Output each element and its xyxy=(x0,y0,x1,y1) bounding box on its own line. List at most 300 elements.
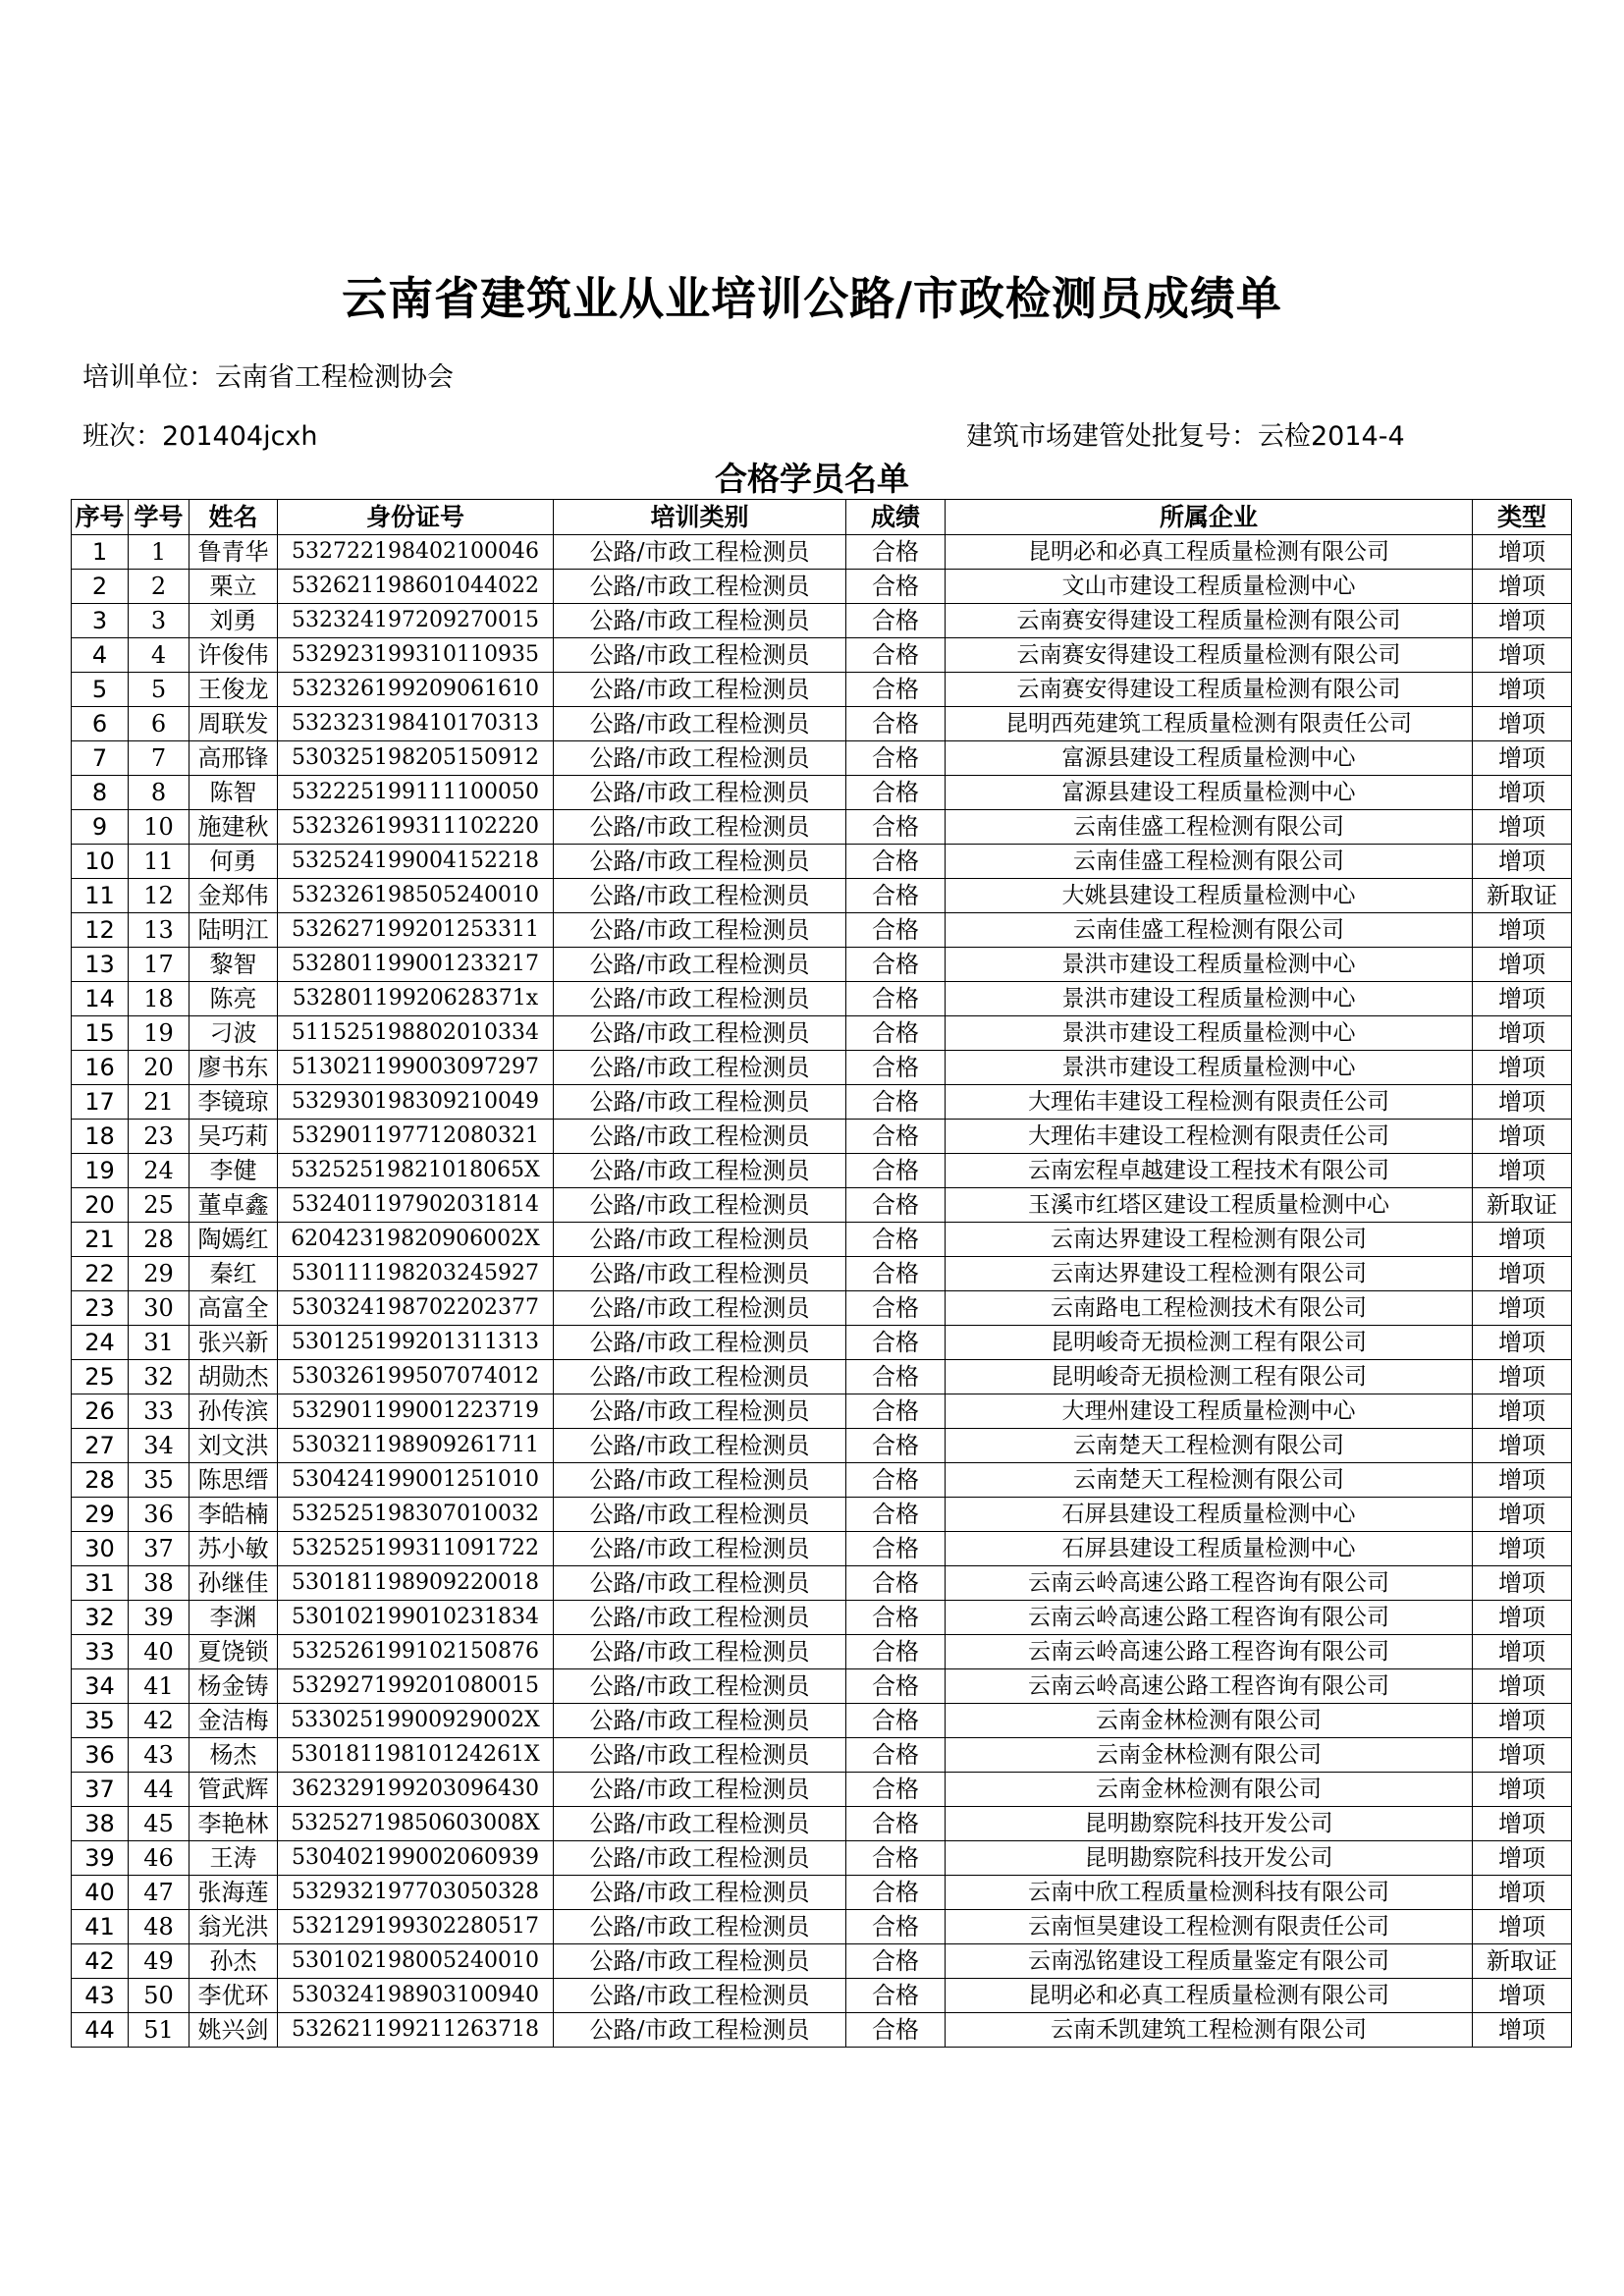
cell-name: 黎智 xyxy=(189,948,278,982)
cell-student-no: 41 xyxy=(129,1669,189,1704)
cell-score: 合格 xyxy=(846,1910,946,1944)
header-student-no: 学号 xyxy=(129,500,189,535)
cell-company: 云南楚天工程检测有限公司 xyxy=(946,1463,1473,1498)
cell-type: 增项 xyxy=(1473,1910,1572,1944)
cell-student-no: 18 xyxy=(129,982,189,1016)
cell-id-number: 530402199002060939 xyxy=(278,1841,554,1876)
cell-score: 合格 xyxy=(846,570,946,604)
table-row xyxy=(72,741,1572,776)
table-row xyxy=(72,1154,1572,1188)
cell-training-category: 公路/市政工程检测员 xyxy=(554,604,846,638)
cell-student-no: 21 xyxy=(129,1085,189,1120)
cell-seq: 14 xyxy=(72,982,129,1016)
cell-id-number: 532901199001223719 xyxy=(278,1394,554,1429)
cell-id-number: 53252719850603008X xyxy=(278,1807,554,1841)
cell-score: 合格 xyxy=(846,1566,946,1601)
cell-type: 增项 xyxy=(1473,673,1572,707)
cell-seq: 6 xyxy=(72,707,129,741)
cell-name: 苏小敏 xyxy=(189,1532,278,1566)
cell-training-category: 公路/市政工程检测员 xyxy=(554,1154,846,1188)
cell-id-number: 530326199507074012 xyxy=(278,1360,554,1394)
cell-type: 增项 xyxy=(1473,1360,1572,1394)
cell-company: 大理佑丰建设工程检测有限责任公司 xyxy=(946,1120,1473,1154)
cell-student-no: 13 xyxy=(129,913,189,948)
cell-id-number: 511525198802010334 xyxy=(278,1016,554,1051)
cell-score: 合格 xyxy=(846,982,946,1016)
cell-type: 增项 xyxy=(1473,1807,1572,1841)
cell-student-no: 46 xyxy=(129,1841,189,1876)
cell-type: 增项 xyxy=(1473,1463,1572,1498)
cell-type: 增项 xyxy=(1473,1773,1572,1807)
cell-seq: 27 xyxy=(72,1429,129,1463)
list-subtitle: 合格学员名单 xyxy=(715,460,909,498)
cell-type: 增项 xyxy=(1473,1154,1572,1188)
cell-student-no: 28 xyxy=(129,1223,189,1257)
table-row xyxy=(72,1429,1572,1463)
cell-company: 云南佳盛工程检测有限公司 xyxy=(946,810,1473,845)
cell-score: 合格 xyxy=(846,1979,946,2013)
cell-id-number: 532621198601044022 xyxy=(278,570,554,604)
cell-id-number: 532901197712080321 xyxy=(278,1120,554,1154)
cell-company: 云南恒昊建设工程检测有限责任公司 xyxy=(946,1910,1473,1944)
cell-id-number: 62042319820906002X xyxy=(278,1223,554,1257)
table-header-row xyxy=(72,500,1572,535)
table-row xyxy=(72,810,1572,845)
cell-id-number: 532326198505240010 xyxy=(278,879,554,913)
cell-id-number: 532326199311102220 xyxy=(278,810,554,845)
cell-student-no: 51 xyxy=(129,2013,189,2048)
cell-training-category: 公路/市政工程检测员 xyxy=(554,1566,846,1601)
cell-id-number: 530102199010231834 xyxy=(278,1601,554,1635)
cell-score: 合格 xyxy=(846,1188,946,1223)
cell-id-number: 532326199209061610 xyxy=(278,673,554,707)
cell-name: 姚兴剑 xyxy=(189,2013,278,2048)
cell-score: 合格 xyxy=(846,1944,946,1979)
cell-company: 富源县建设工程质量检测中心 xyxy=(946,776,1473,810)
cell-student-no: 20 xyxy=(129,1051,189,1085)
cell-id-number: 530102198005240010 xyxy=(278,1944,554,1979)
cell-id-number: 532524199004152218 xyxy=(278,845,554,879)
cell-type: 增项 xyxy=(1473,776,1572,810)
approval-number: 建筑市场建管处批复号：云检2014-4 xyxy=(966,421,1405,452)
cell-seq: 19 xyxy=(72,1154,129,1188)
cell-student-no: 12 xyxy=(129,879,189,913)
cell-id-number: 530324198702202377 xyxy=(278,1291,554,1326)
cell-company: 云南赛安得建设工程质量检测有限公司 xyxy=(946,604,1473,638)
cell-id-number: 532525198307010032 xyxy=(278,1498,554,1532)
cell-type: 增项 xyxy=(1473,741,1572,776)
cell-type: 增项 xyxy=(1473,1223,1572,1257)
cell-id-number: 532401197902031814 xyxy=(278,1188,554,1223)
table-row xyxy=(72,1876,1572,1910)
cell-student-no: 38 xyxy=(129,1566,189,1601)
table-row xyxy=(72,1773,1572,1807)
cell-seq: 30 xyxy=(72,1532,129,1566)
cell-score: 合格 xyxy=(846,1876,946,1910)
cell-score: 合格 xyxy=(846,776,946,810)
cell-score: 合格 xyxy=(846,1051,946,1085)
cell-name: 周联发 xyxy=(189,707,278,741)
cell-seq: 39 xyxy=(72,1841,129,1876)
cell-training-category: 公路/市政工程检测员 xyxy=(554,673,846,707)
cell-company: 景洪市建设工程质量检测中心 xyxy=(946,1016,1473,1051)
cell-id-number: 532323198410170313 xyxy=(278,707,554,741)
cell-id-number: 532621199211263718 xyxy=(278,2013,554,2048)
cell-training-category: 公路/市政工程检测员 xyxy=(554,913,846,948)
cell-score: 合格 xyxy=(846,1429,946,1463)
cell-type: 增项 xyxy=(1473,1841,1572,1876)
table-row xyxy=(72,1635,1572,1669)
cell-type: 增项 xyxy=(1473,1979,1572,2013)
cell-score: 合格 xyxy=(846,1360,946,1394)
cell-company: 文山市建设工程质量检测中心 xyxy=(946,570,1473,604)
cell-score: 合格 xyxy=(846,1498,946,1532)
cell-training-category: 公路/市政工程检测员 xyxy=(554,1807,846,1841)
cell-name: 高富全 xyxy=(189,1291,278,1326)
cell-company: 云南泓铭建设工程质量鉴定有限公司 xyxy=(946,1944,1473,1979)
cell-student-no: 1 xyxy=(129,535,189,570)
cell-seq: 37 xyxy=(72,1773,129,1807)
cell-id-number: 530181198909220018 xyxy=(278,1566,554,1601)
cell-training-category: 公路/市政工程检测员 xyxy=(554,1841,846,1876)
cell-id-number: 513021199003097297 xyxy=(278,1051,554,1085)
cell-student-no: 31 xyxy=(129,1326,189,1360)
header-score: 成绩 xyxy=(846,500,946,535)
cell-training-category: 公路/市政工程检测员 xyxy=(554,1257,846,1291)
cell-company: 云南金林检测有限公司 xyxy=(946,1704,1473,1738)
cell-seq: 13 xyxy=(72,948,129,982)
cell-training-category: 公路/市政工程检测员 xyxy=(554,741,846,776)
cell-type: 增项 xyxy=(1473,570,1572,604)
cell-type: 增项 xyxy=(1473,982,1572,1016)
cell-id-number: 532525199311091722 xyxy=(278,1532,554,1566)
cell-id-number: 532722198402100046 xyxy=(278,535,554,570)
cell-student-no: 4 xyxy=(129,638,189,673)
cell-training-category: 公路/市政工程检测员 xyxy=(554,1979,846,2013)
cell-name: 杨金铸 xyxy=(189,1669,278,1704)
table-row xyxy=(72,879,1572,913)
cell-training-category: 公路/市政工程检测员 xyxy=(554,1016,846,1051)
cell-name: 吴巧莉 xyxy=(189,1120,278,1154)
cell-student-no: 29 xyxy=(129,1257,189,1291)
cell-name: 刘文洪 xyxy=(189,1429,278,1463)
cell-student-no: 5 xyxy=(129,673,189,707)
cell-name: 金洁梅 xyxy=(189,1704,278,1738)
cell-score: 合格 xyxy=(846,535,946,570)
cell-type: 增项 xyxy=(1473,1326,1572,1360)
table-row xyxy=(72,604,1572,638)
table-row xyxy=(72,1669,1572,1704)
cell-type: 增项 xyxy=(1473,535,1572,570)
cell-seq: 16 xyxy=(72,1051,129,1085)
cell-name: 陆明江 xyxy=(189,913,278,948)
table-row xyxy=(72,1979,1572,2013)
cell-seq: 18 xyxy=(72,1120,129,1154)
cell-score: 合格 xyxy=(846,1291,946,1326)
cell-name: 陶嫣红 xyxy=(189,1223,278,1257)
cell-name: 管武辉 xyxy=(189,1773,278,1807)
cell-name: 刁波 xyxy=(189,1016,278,1051)
cell-student-no: 44 xyxy=(129,1773,189,1807)
cell-name: 李艳林 xyxy=(189,1807,278,1841)
cell-seq: 2 xyxy=(72,570,129,604)
cell-company: 云南佳盛工程检测有限公司 xyxy=(946,913,1473,948)
cell-training-category: 公路/市政工程检测员 xyxy=(554,1463,846,1498)
cell-company: 云南宏程卓越建设工程技术有限公司 xyxy=(946,1154,1473,1188)
cell-name: 胡勋杰 xyxy=(189,1360,278,1394)
cell-type: 增项 xyxy=(1473,604,1572,638)
cell-seq: 11 xyxy=(72,879,129,913)
cell-company: 石屏县建设工程质量检测中心 xyxy=(946,1532,1473,1566)
cell-type: 增项 xyxy=(1473,1532,1572,1566)
cell-company: 富源县建设工程质量检测中心 xyxy=(946,741,1473,776)
cell-name: 陈智 xyxy=(189,776,278,810)
cell-student-no: 45 xyxy=(129,1807,189,1841)
table-row xyxy=(72,1223,1572,1257)
cell-type: 增项 xyxy=(1473,1051,1572,1085)
table-row xyxy=(72,2013,1572,2048)
cell-training-category: 公路/市政工程检测员 xyxy=(554,570,846,604)
cell-name: 李镜琼 xyxy=(189,1085,278,1120)
cell-company: 云南禾凯建筑工程检测有限公司 xyxy=(946,2013,1473,2048)
cell-score: 合格 xyxy=(846,1394,946,1429)
cell-id-number: 530324198903100940 xyxy=(278,1979,554,2013)
cell-name: 李皓楠 xyxy=(189,1498,278,1532)
cell-score: 合格 xyxy=(846,1463,946,1498)
cell-company: 昆明勘察院科技开发公司 xyxy=(946,1841,1473,1876)
cell-student-no: 25 xyxy=(129,1188,189,1223)
cell-student-no: 11 xyxy=(129,845,189,879)
cell-training-category: 公路/市政工程检测员 xyxy=(554,879,846,913)
table-row xyxy=(72,776,1572,810)
cell-training-category: 公路/市政工程检测员 xyxy=(554,1498,846,1532)
cell-seq: 4 xyxy=(72,638,129,673)
table-row xyxy=(72,1910,1572,1944)
cell-training-category: 公路/市政工程检测员 xyxy=(554,535,846,570)
cell-company: 云南赛安得建设工程质量检测有限公司 xyxy=(946,638,1473,673)
cell-id-number: 53302519900929002X xyxy=(278,1704,554,1738)
cell-name: 翁光洪 xyxy=(189,1910,278,1944)
cell-type: 增项 xyxy=(1473,2013,1572,2048)
cell-student-no: 17 xyxy=(129,948,189,982)
cell-training-category: 公路/市政工程检测员 xyxy=(554,1429,846,1463)
table-row xyxy=(72,1498,1572,1532)
cell-training-category: 公路/市政工程检测员 xyxy=(554,1910,846,1944)
cell-name: 孙继佳 xyxy=(189,1566,278,1601)
cell-training-category: 公路/市政工程检测员 xyxy=(554,1944,846,1979)
cell-score: 合格 xyxy=(846,1601,946,1635)
cell-score: 合格 xyxy=(846,1773,946,1807)
table-row xyxy=(72,982,1572,1016)
cell-seq: 40 xyxy=(72,1876,129,1910)
cell-company: 昆明峻奇无损检测工程有限公司 xyxy=(946,1360,1473,1394)
table-row xyxy=(72,1704,1572,1738)
cell-training-category: 公路/市政工程检测员 xyxy=(554,810,846,845)
cell-type: 增项 xyxy=(1473,948,1572,982)
cell-score: 合格 xyxy=(846,741,946,776)
table-row xyxy=(72,1291,1572,1326)
cell-id-number: 530424199001251010 xyxy=(278,1463,554,1498)
cell-id-number: 532526199102150876 xyxy=(278,1635,554,1669)
cell-type: 增项 xyxy=(1473,1738,1572,1773)
cell-student-no: 23 xyxy=(129,1120,189,1154)
table-row xyxy=(72,1601,1572,1635)
cell-student-no: 49 xyxy=(129,1944,189,1979)
cell-training-category: 公路/市政工程检测员 xyxy=(554,1120,846,1154)
cell-student-no: 50 xyxy=(129,1979,189,2013)
table-row xyxy=(72,673,1572,707)
cell-seq: 22 xyxy=(72,1257,129,1291)
table-row xyxy=(72,1566,1572,1601)
cell-id-number: 532927199201080015 xyxy=(278,1669,554,1704)
cell-score: 合格 xyxy=(846,2013,946,2048)
cell-student-no: 8 xyxy=(129,776,189,810)
cell-training-category: 公路/市政工程检测员 xyxy=(554,982,846,1016)
cell-student-no: 10 xyxy=(129,810,189,845)
cell-company: 云南路电工程检测技术有限公司 xyxy=(946,1291,1473,1326)
cell-score: 合格 xyxy=(846,948,946,982)
cell-company: 大姚县建设工程质量检测中心 xyxy=(946,879,1473,913)
cell-type: 增项 xyxy=(1473,1429,1572,1463)
cell-id-number: 532225199111100050 xyxy=(278,776,554,810)
cell-id-number: 532932197703050328 xyxy=(278,1876,554,1910)
cell-id-number: 530321198909261711 xyxy=(278,1429,554,1463)
cell-score: 合格 xyxy=(846,1257,946,1291)
cell-seq: 23 xyxy=(72,1291,129,1326)
table-row xyxy=(72,913,1572,948)
cell-type: 增项 xyxy=(1473,1566,1572,1601)
header-type: 类型 xyxy=(1473,500,1572,535)
cell-student-no: 6 xyxy=(129,707,189,741)
cell-company: 昆明西苑建筑工程质量检测有限责任公司 xyxy=(946,707,1473,741)
cell-score: 合格 xyxy=(846,1326,946,1360)
cell-training-category: 公路/市政工程检测员 xyxy=(554,1738,846,1773)
table-row xyxy=(72,1120,1572,1154)
cell-company: 昆明勘察院科技开发公司 xyxy=(946,1807,1473,1841)
cell-student-no: 47 xyxy=(129,1876,189,1910)
cell-score: 合格 xyxy=(846,1154,946,1188)
cell-company: 云南金林检测有限公司 xyxy=(946,1773,1473,1807)
cell-id-number: 532930198309210049 xyxy=(278,1085,554,1120)
cell-score: 合格 xyxy=(846,638,946,673)
table-row xyxy=(72,1188,1572,1223)
cell-student-no: 35 xyxy=(129,1463,189,1498)
cell-student-no: 36 xyxy=(129,1498,189,1532)
cell-company: 景洪市建设工程质量检测中心 xyxy=(946,1051,1473,1085)
cell-type: 增项 xyxy=(1473,1257,1572,1291)
cell-score: 合格 xyxy=(846,913,946,948)
cell-name: 张兴新 xyxy=(189,1326,278,1360)
cell-student-no: 34 xyxy=(129,1429,189,1463)
table-row xyxy=(72,570,1572,604)
cell-score: 合格 xyxy=(846,1635,946,1669)
cell-training-category: 公路/市政工程检测员 xyxy=(554,1635,846,1669)
cell-seq: 24 xyxy=(72,1326,129,1360)
cell-name: 张海莲 xyxy=(189,1876,278,1910)
cell-name: 李渊 xyxy=(189,1601,278,1635)
cell-name: 鲁青华 xyxy=(189,535,278,570)
cell-score: 合格 xyxy=(846,1704,946,1738)
cell-score: 合格 xyxy=(846,707,946,741)
cell-name: 何勇 xyxy=(189,845,278,879)
cell-seq: 31 xyxy=(72,1566,129,1601)
cell-id-number: 532129199302280517 xyxy=(278,1910,554,1944)
table-row xyxy=(72,1463,1572,1498)
cell-id-number: 530325198205150912 xyxy=(278,741,554,776)
cell-score: 合格 xyxy=(846,673,946,707)
cell-training-category: 公路/市政工程检测员 xyxy=(554,638,846,673)
cell-student-no: 42 xyxy=(129,1704,189,1738)
cell-seq: 32 xyxy=(72,1601,129,1635)
cell-type: 增项 xyxy=(1473,1876,1572,1910)
header-company: 所属企业 xyxy=(946,500,1473,535)
cell-type: 增项 xyxy=(1473,1704,1572,1738)
cell-name: 陈亮 xyxy=(189,982,278,1016)
cell-name: 李健 xyxy=(189,1154,278,1188)
cell-company: 云南云岭高速公路工程咨询有限公司 xyxy=(946,1635,1473,1669)
cell-student-no: 3 xyxy=(129,604,189,638)
cell-company: 云南佳盛工程检测有限公司 xyxy=(946,845,1473,879)
cell-type: 增项 xyxy=(1473,1085,1572,1120)
cell-score: 合格 xyxy=(846,1120,946,1154)
cell-score: 合格 xyxy=(846,1085,946,1120)
cell-type: 增项 xyxy=(1473,1498,1572,1532)
table-row xyxy=(72,535,1572,570)
batch-number: 班次：201404jcxh xyxy=(82,421,318,452)
cell-company: 云南云岭高速公路工程咨询有限公司 xyxy=(946,1601,1473,1635)
cell-type: 增项 xyxy=(1473,1016,1572,1051)
cell-training-category: 公路/市政工程检测员 xyxy=(554,1532,846,1566)
table-row xyxy=(72,707,1572,741)
cell-training-category: 公路/市政工程检测员 xyxy=(554,1188,846,1223)
cell-name: 孙传滨 xyxy=(189,1394,278,1429)
cell-seq: 43 xyxy=(72,1979,129,2013)
cell-seq: 36 xyxy=(72,1738,129,1773)
cell-seq: 42 xyxy=(72,1944,129,1979)
header-seq: 序号 xyxy=(72,500,129,535)
cell-score: 合格 xyxy=(846,1841,946,1876)
cell-student-no: 2 xyxy=(129,570,189,604)
cell-id-number: 530125199201311313 xyxy=(278,1326,554,1360)
cell-training-category: 公路/市政工程检测员 xyxy=(554,1085,846,1120)
table-row xyxy=(72,1085,1572,1120)
table-row xyxy=(72,1051,1572,1085)
cell-name: 栗立 xyxy=(189,570,278,604)
cell-score: 合格 xyxy=(846,1016,946,1051)
cell-score: 合格 xyxy=(846,1669,946,1704)
cell-seq: 12 xyxy=(72,913,129,948)
cell-company: 云南赛安得建设工程质量检测有限公司 xyxy=(946,673,1473,707)
cell-company: 云南楚天工程检测有限公司 xyxy=(946,1429,1473,1463)
cell-training-category: 公路/市政工程检测员 xyxy=(554,1051,846,1085)
cell-type: 增项 xyxy=(1473,707,1572,741)
cell-seq: 41 xyxy=(72,1910,129,1944)
cell-student-no: 7 xyxy=(129,741,189,776)
table-row xyxy=(72,1326,1572,1360)
cell-seq: 33 xyxy=(72,1635,129,1669)
cell-training-category: 公路/市政工程检测员 xyxy=(554,1704,846,1738)
cell-company: 云南达界建设工程检测有限公司 xyxy=(946,1257,1473,1291)
table-row xyxy=(72,1360,1572,1394)
cell-name: 金郑伟 xyxy=(189,879,278,913)
cell-type: 新取证 xyxy=(1473,1944,1572,1979)
cell-seq: 9 xyxy=(72,810,129,845)
cell-name: 王俊龙 xyxy=(189,673,278,707)
cell-seq: 38 xyxy=(72,1807,129,1841)
cell-name: 李优环 xyxy=(189,1979,278,2013)
cell-seq: 20 xyxy=(72,1188,129,1223)
cell-seq: 10 xyxy=(72,845,129,879)
